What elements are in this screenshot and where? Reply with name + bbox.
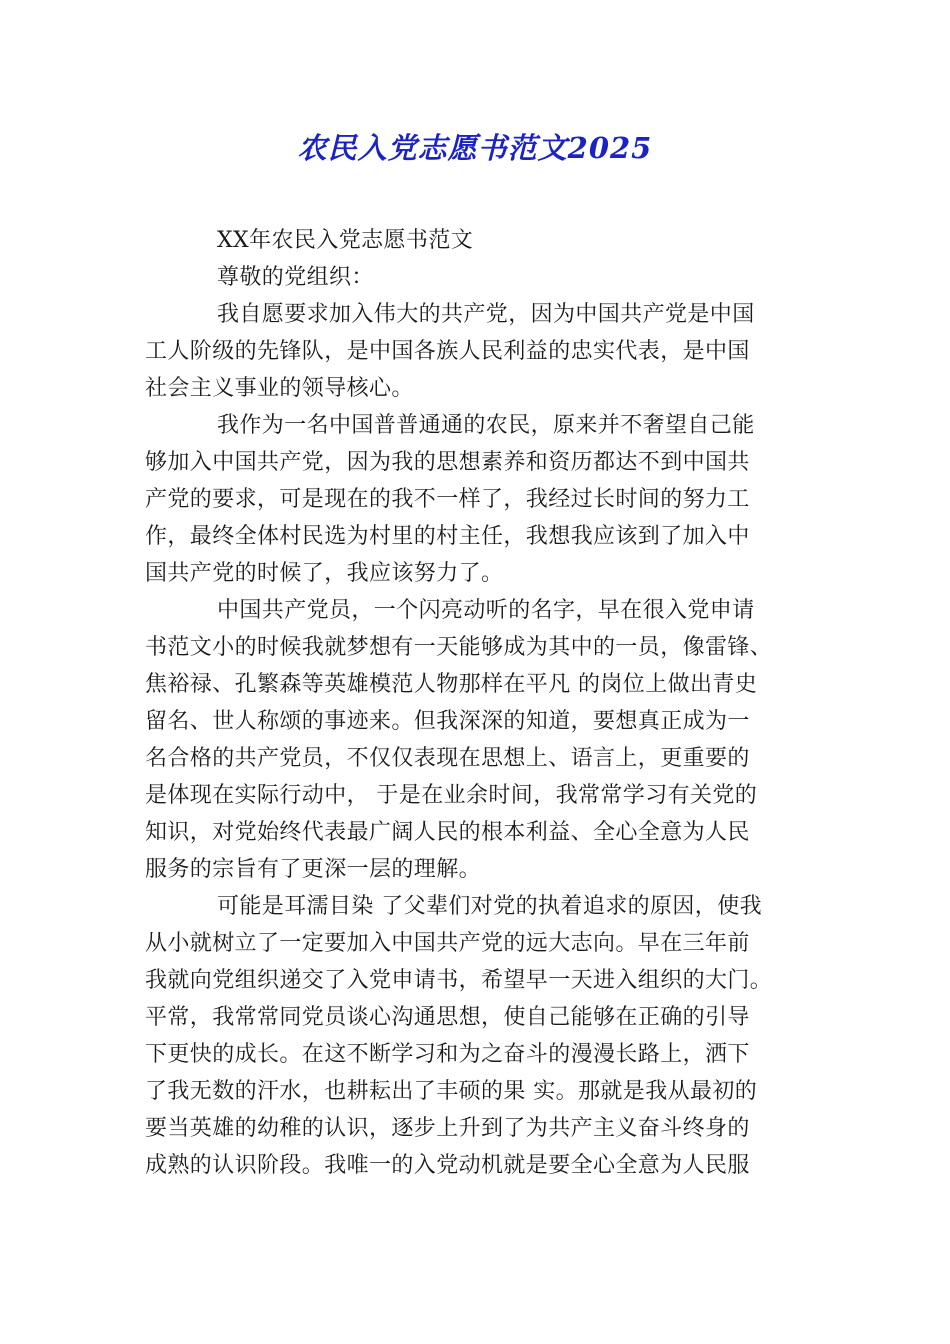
text-line: 平常，我常常同党员谈心沟通思想，使自己能够在正确的引导 [145, 1005, 750, 1030]
text-line: 下更快的成长。在这不断学习和为之奋斗的漫漫长路上，洒下 [145, 1042, 750, 1067]
text-line: 名合格的共产党员，不仅仅表现在思想上、语言上，更重要的 [145, 746, 750, 771]
text-line: 留名、世人称颂的事迹来。但我深深的知道，要想真正成为一 [145, 709, 750, 734]
text-line: 作，最终全体村民选为村里的村主任，我想我应该到了加入中 [145, 524, 750, 549]
text-line: 中国共产党员，一个闪亮动听的名字，早在很入党申请 [217, 598, 755, 623]
document-title: 农民入党志愿书范文2025 [297, 131, 653, 165]
text-line: 社会主义事业的领导核心。 [145, 376, 414, 401]
text-line: 尊敬的党组织： [217, 265, 374, 290]
text-line: 产党的要求，可是现在的我不一样了，我经过长时间的努力工 [145, 487, 750, 512]
text-line: 焦裕禄、孔繁森等英雄模范人物那样在平凡 的岗位上做出青史 [145, 672, 758, 697]
text-line: 服务的宗旨有了更深一层的理解。 [145, 857, 482, 882]
text-line: 可能是耳濡目染 了父辈们对党的执着追求的原因，使我 [217, 894, 762, 919]
text-line: XX年农民入党志愿书范文 [217, 228, 474, 253]
text-line: 知识，对党始终代表最广阔人民的根本利益、全心全意为人民 [145, 820, 750, 845]
text-line: 工人阶级的先锋队，是中国各族人民利益的忠实代表，是中国 [145, 339, 750, 364]
text-line: 了我无数的汗水，也耕耘出了丰硕的果 实。那就是我从最初的 [145, 1079, 758, 1104]
text-line: 我自愿要求加入伟大的共产党，因为中国共产党是中国 [217, 302, 755, 327]
text-line: 国共产党的时候了，我应该努力了。 [145, 561, 504, 586]
text-line: 够加入中国共产党，因为我的思想素养和资历都达不到中国共 [145, 450, 750, 475]
text-line: 成熟的认识阶段。我唯一的入党动机就是要全心全意为人民服 [145, 1153, 750, 1178]
text-line: 我就向党组织递交了入党申请书，希望早一天进入组织的大门。 [145, 968, 773, 993]
text-line: 要当英雄的幼稚的认识，逐步上升到了为共产主义奋斗终身的 [145, 1116, 750, 1141]
text-line: 从小就树立了一定要加入中国共产党的远大志向。早在三年前 [145, 931, 750, 956]
text-line: 是体现在实际行动中， 于是在业余时间，我常常学习有关党的 [145, 783, 758, 808]
text-line: 我作为一名中国普普通通的农民，原来并不奢望自己能 [217, 413, 755, 438]
document-body [145, 222, 805, 1184]
text-line: 书范文小的时候我就梦想有一天能够成为其中的一员，像雷锋、 [145, 635, 773, 660]
